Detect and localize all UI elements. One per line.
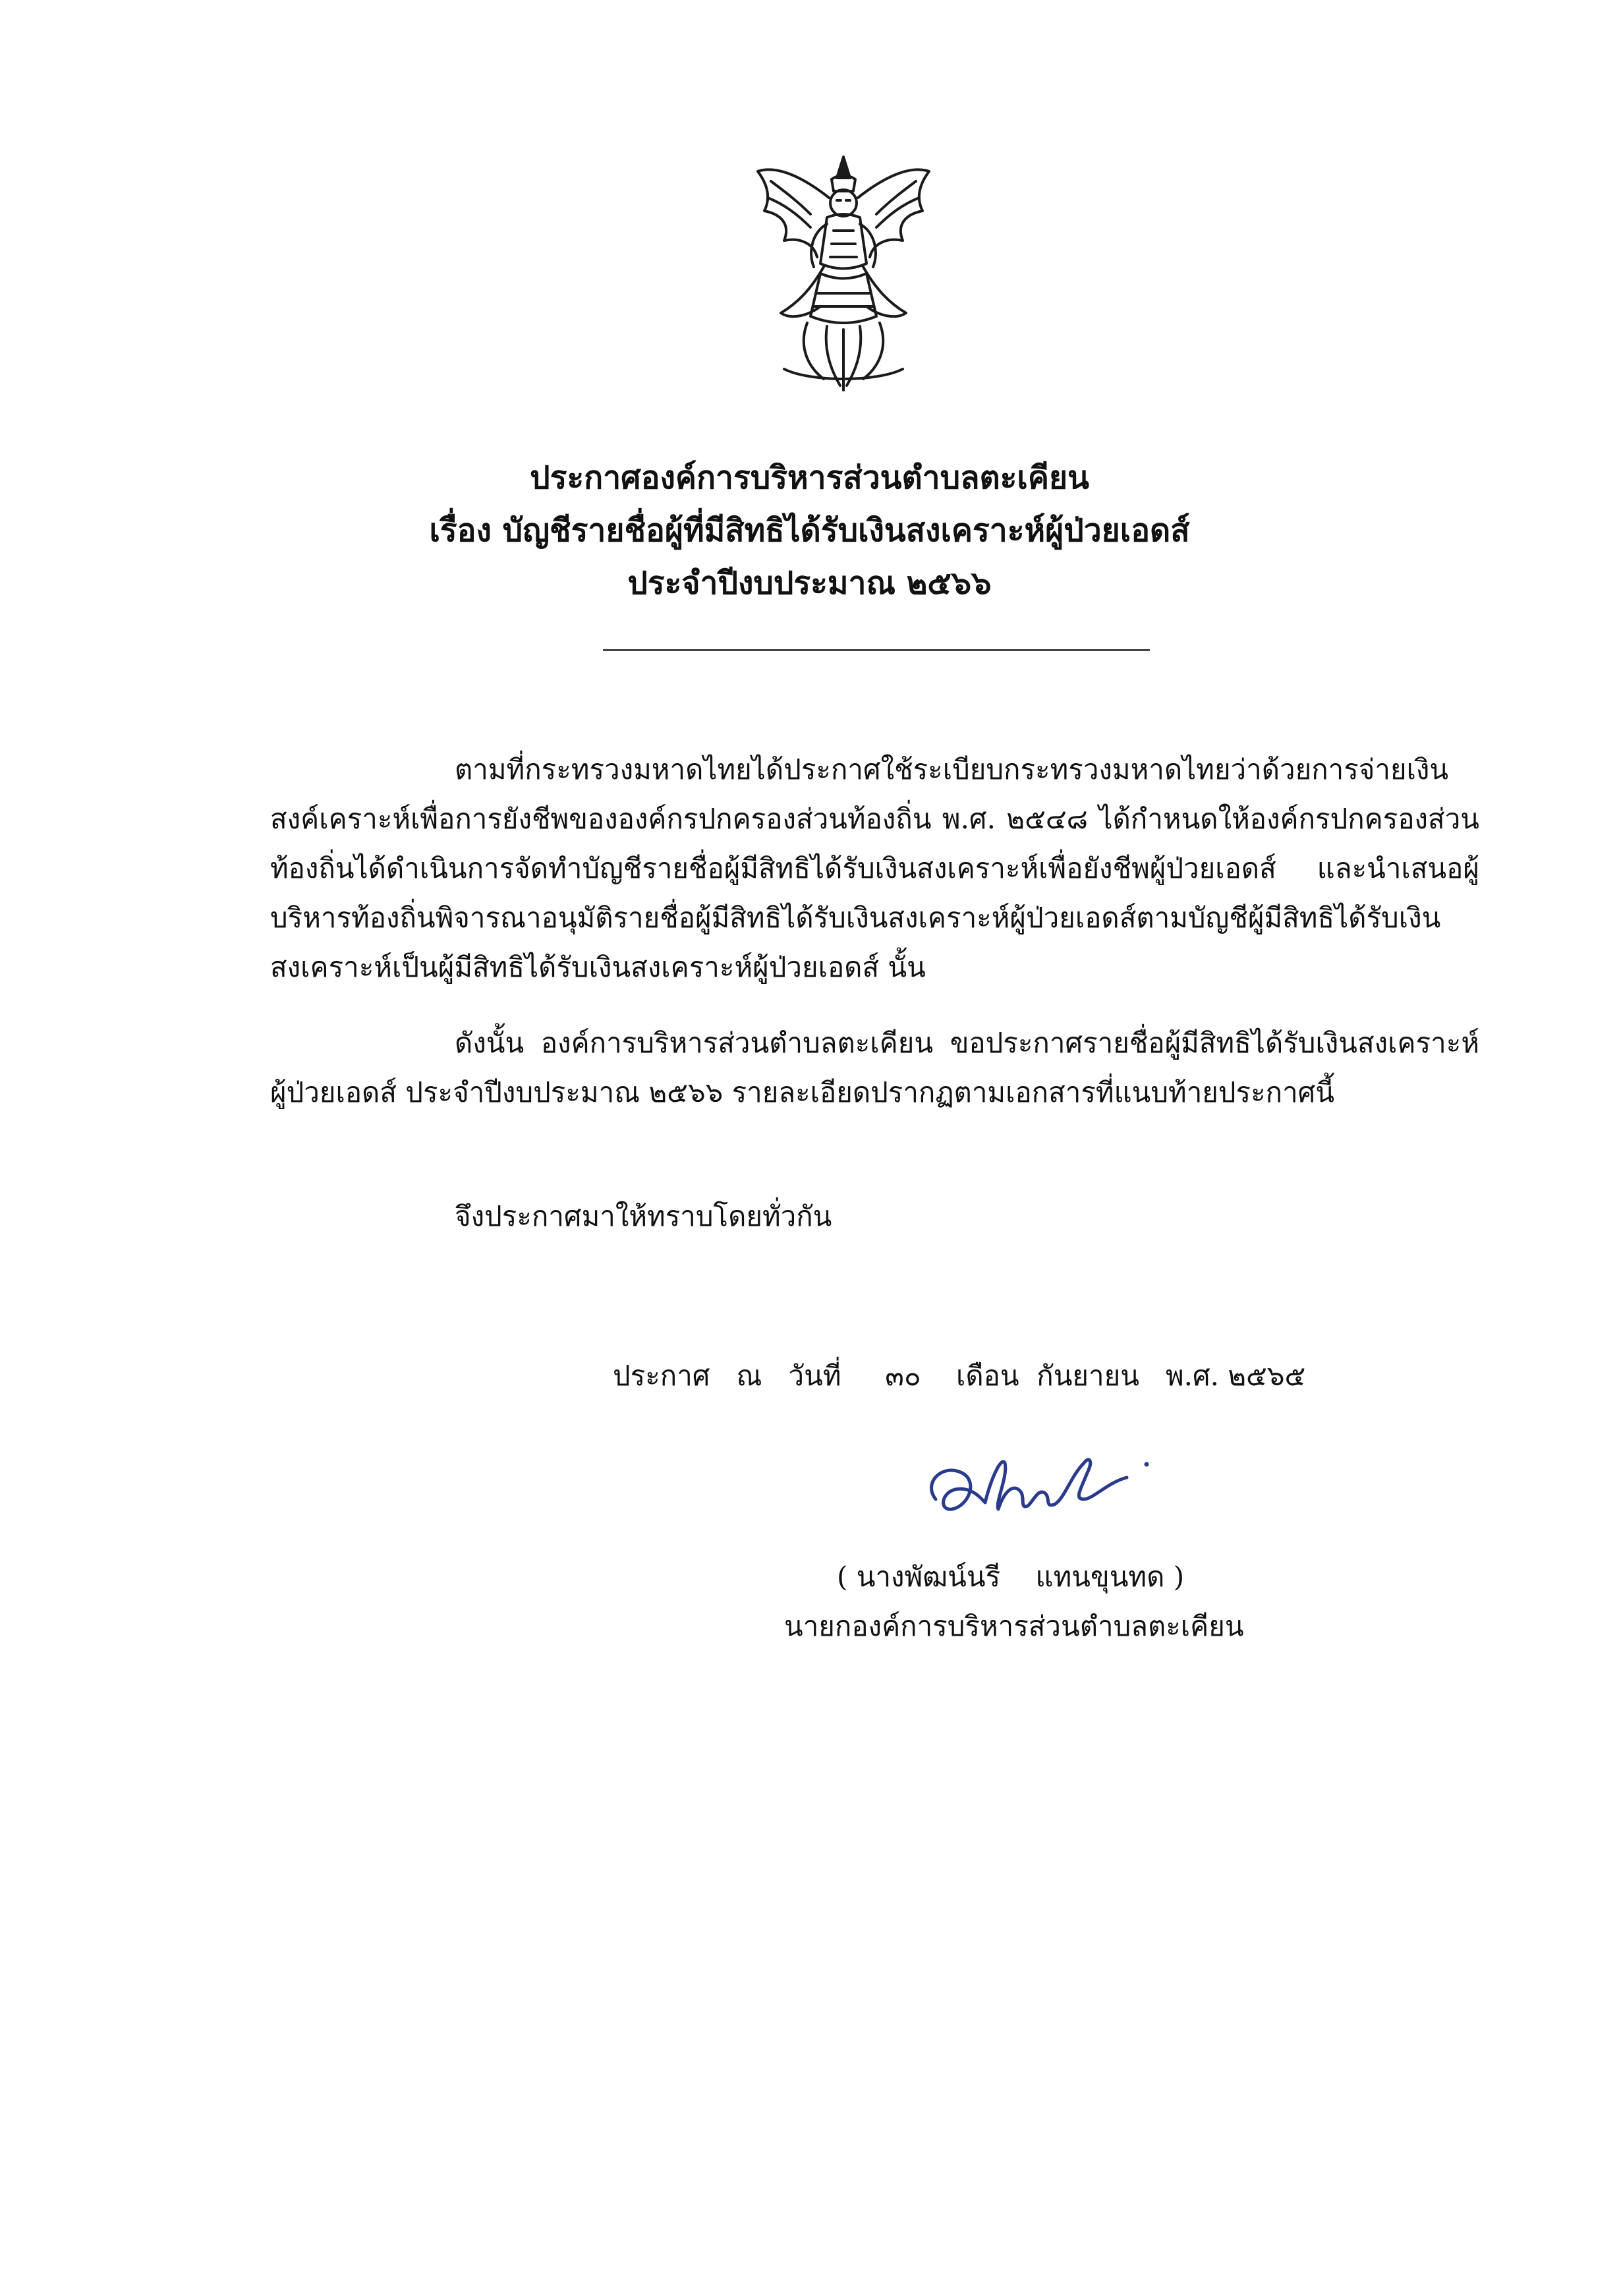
signer-title: นายกองค์การบริหารส่วนตำบลตะเคียน — [784, 1610, 1244, 1642]
handwritten-signature — [916, 1437, 1166, 1535]
announcement-subject: เรื่อง บัญชีรายชื่อผู้ที่มีสิทธิได้รับเงินสงเคราะห์ผู้ป่วยเอดส์ — [429, 512, 1190, 549]
closing-statement: จึงประกาศมาให้ทราบโดยทั่วกัน — [455, 1200, 832, 1232]
announcement-date: ประกาศ ณ วันที่ ๓๐ เดือน กันยายน พ.ศ. ๒๕๖๕ — [613, 1360, 1306, 1392]
announcement-title: ประกาศองค์การบริหารส่วนตำบลตะเคียน — [530, 459, 1089, 496]
body-paragraph-2: ดังนั้น องค์การบริหารส่วนตำบลตะเคียน ขอประกาศรายชื่อผู้มีสิทธิได้รับเงินสงเคราะห์ผู้ป่วยเอดส์ ประจำปีงบประมาณ ๒๕๖๖ รายละเอียดปรากฏตามเอกสารที่แนบท้ายประกาศนี้ — [270, 1027, 1479, 1108]
title-divider — [603, 649, 1150, 651]
signer-name: ( นางพัฒน์นรี แทนขุนทด ) — [837, 1561, 1185, 1593]
body-paragraph-1: ตามที่กระทรวงมหาดไทยได้ประกาศใช้ระเบียบกระทรวงมหาดไทยว่าด้วยการจ่ายเงินสงค์เคราะห์เพื่อการยังชีพขององค์กรปกครองส่วนท้องถิ่น พ.ศ. ๒๕๔๘ ได้กำหนดให้องค์กรปกครองส่วนท้องถิ่นได้ดำเนินการจัดทำบัญชีรายชื่อผู้มีสิทธิได้รับเงินสงเคราะห์เพื่อยังชีพผู้ป่วยเอดส์ และนำเสนอผู้บริหารท้องถิ่นพิจารณาอนุมัติรายชื่อผู้มีสิทธิได้รับเงินสงเคราะห์ผู้ป่วยเอดส์ตามบัญชีผู้มีสิทธิได้รับเงินสงเคราะห์เป็นผู้มีสิทธิได้รับเงินสงเคราะห์ผู้ป่วยเอดส์ นั้น — [270, 753, 1479, 983]
garuda-emblem-icon — [745, 152, 942, 395]
fiscal-year-line: ประจำปีงบประมาณ ๒๕๖๖ — [627, 565, 992, 602]
